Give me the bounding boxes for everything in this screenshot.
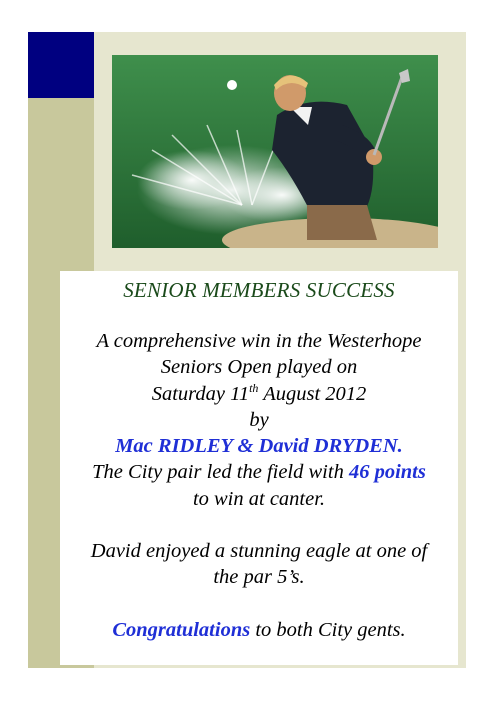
article-card [60,271,458,665]
body-line: David enjoyed a stunning eagle at one of [90,540,428,563]
date-line [60,381,458,407]
date-day: Saturday 11 [151,382,250,405]
paragraph-gap [60,512,458,538]
points-value: 46 points [348,461,426,484]
paragraph-gap [60,591,458,617]
article-headline: SENIOR MEMBERS SUCCESS [123,278,395,302]
congrats-line [60,617,458,643]
golfer-photo [112,55,438,248]
date-month-year: August 2012 [258,382,367,405]
article-body [60,328,458,643]
congrats-word: Congratulations [112,618,251,641]
body-line: to win at canter. [192,487,326,510]
points-lead: The City pair led the field with [92,461,349,484]
golfer-bunker-shot-icon [112,55,438,248]
body-line: by [249,408,269,431]
navy-accent-square [28,32,94,98]
points-line [60,459,458,485]
body-line: A comprehensive win in the Westerhope [96,330,422,352]
congrats-rest: to both City gents. [250,618,406,641]
body-line: the par 5’s. [213,566,305,589]
date-ordinal: th [249,380,259,395]
body-line: Seniors Open played on [160,356,358,379]
winners-names: Mac RIDLEY & David DRYDEN. [115,435,403,458]
